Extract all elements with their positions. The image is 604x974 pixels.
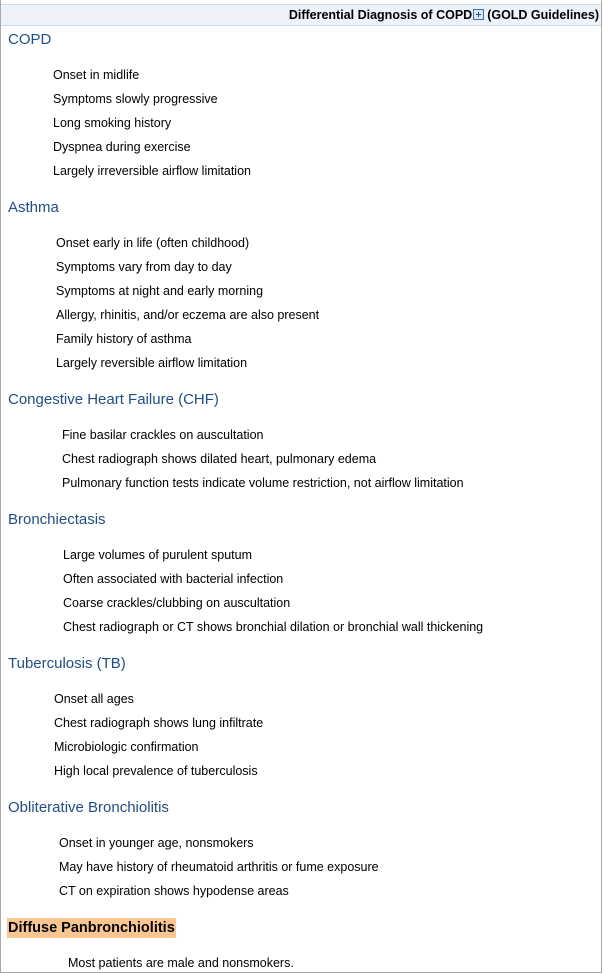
list-item: Symptoms at night and early morning: [56, 284, 264, 298]
section-title-diffuse-panbronchiolitis: Diffuse Panbronchiolitis: [8, 920, 175, 936]
list-item: CT on expiration shows hypodense areas: [59, 884, 289, 898]
list-item: Often associated with bacterial infection: [63, 572, 284, 586]
list-item: Coarse crackles/clubbing on auscultation: [63, 596, 291, 610]
section-title-obliterative-bronchiolitis: Obliterative Bronchiolitis: [8, 799, 169, 816]
list-item: Long smoking history: [53, 116, 172, 130]
header-title: Differential Diagnosis of COPD: [288, 8, 473, 22]
section-title-chf: Congestive Heart Failure (CHF): [8, 391, 219, 408]
list-item: Onset in midlife: [53, 68, 140, 82]
header-subtitle: (GOLD Guidelines): [487, 8, 599, 22]
section-title-copd: COPD: [8, 31, 52, 48]
list-item: Largely irreversible airflow limitation: [53, 164, 251, 178]
list-item: May have history of rheumatoid arthritis or fume exposure: [59, 860, 379, 874]
list-item: Most patients are male and nonsmokers.: [68, 956, 294, 970]
list-item: Onset all ages: [54, 692, 134, 706]
list-item: Pulmonary function tests indicate volume restriction, not airflow limitation: [62, 476, 464, 490]
section-title-tb: Tuberculosis (TB): [8, 655, 126, 672]
list-item: Largely reversible airflow limitation: [56, 356, 248, 370]
list-item: Large volumes of purulent sputum: [63, 548, 252, 562]
expand-icon[interactable]: [473, 9, 484, 20]
list-item: Microbiologic confirmation: [54, 740, 199, 754]
list-item: Chest radiograph shows lung infiltrate: [54, 716, 264, 730]
section-title-asthma: Asthma: [8, 199, 59, 216]
list-item: Chest radiograph or CT shows bronchial dilation or bronchial wall thickening: [63, 620, 484, 634]
list-item: Dyspnea during exercise: [53, 140, 191, 154]
list-item: Allergy, rhinitis, and/or eczema are also present: [56, 308, 320, 322]
list-item: Chest radiograph shows dilated heart, pulmonary edema: [62, 452, 377, 466]
list-item: Onset in younger age, nonsmokers: [59, 836, 254, 850]
list-item: Family history of asthma: [56, 332, 192, 346]
section-title-bronchiectasis: Bronchiectasis: [8, 511, 106, 528]
list-item: Symptoms vary from day to day: [56, 260, 232, 274]
header-bar: [1, 4, 601, 26]
list-item: Symptoms slowly progressive: [53, 92, 218, 106]
list-item: High local prevalence of tuberculosis: [54, 764, 258, 778]
list-item: Fine basilar crackles on auscultation: [62, 428, 264, 442]
list-item: Onset early in life (often childhood): [56, 236, 250, 250]
